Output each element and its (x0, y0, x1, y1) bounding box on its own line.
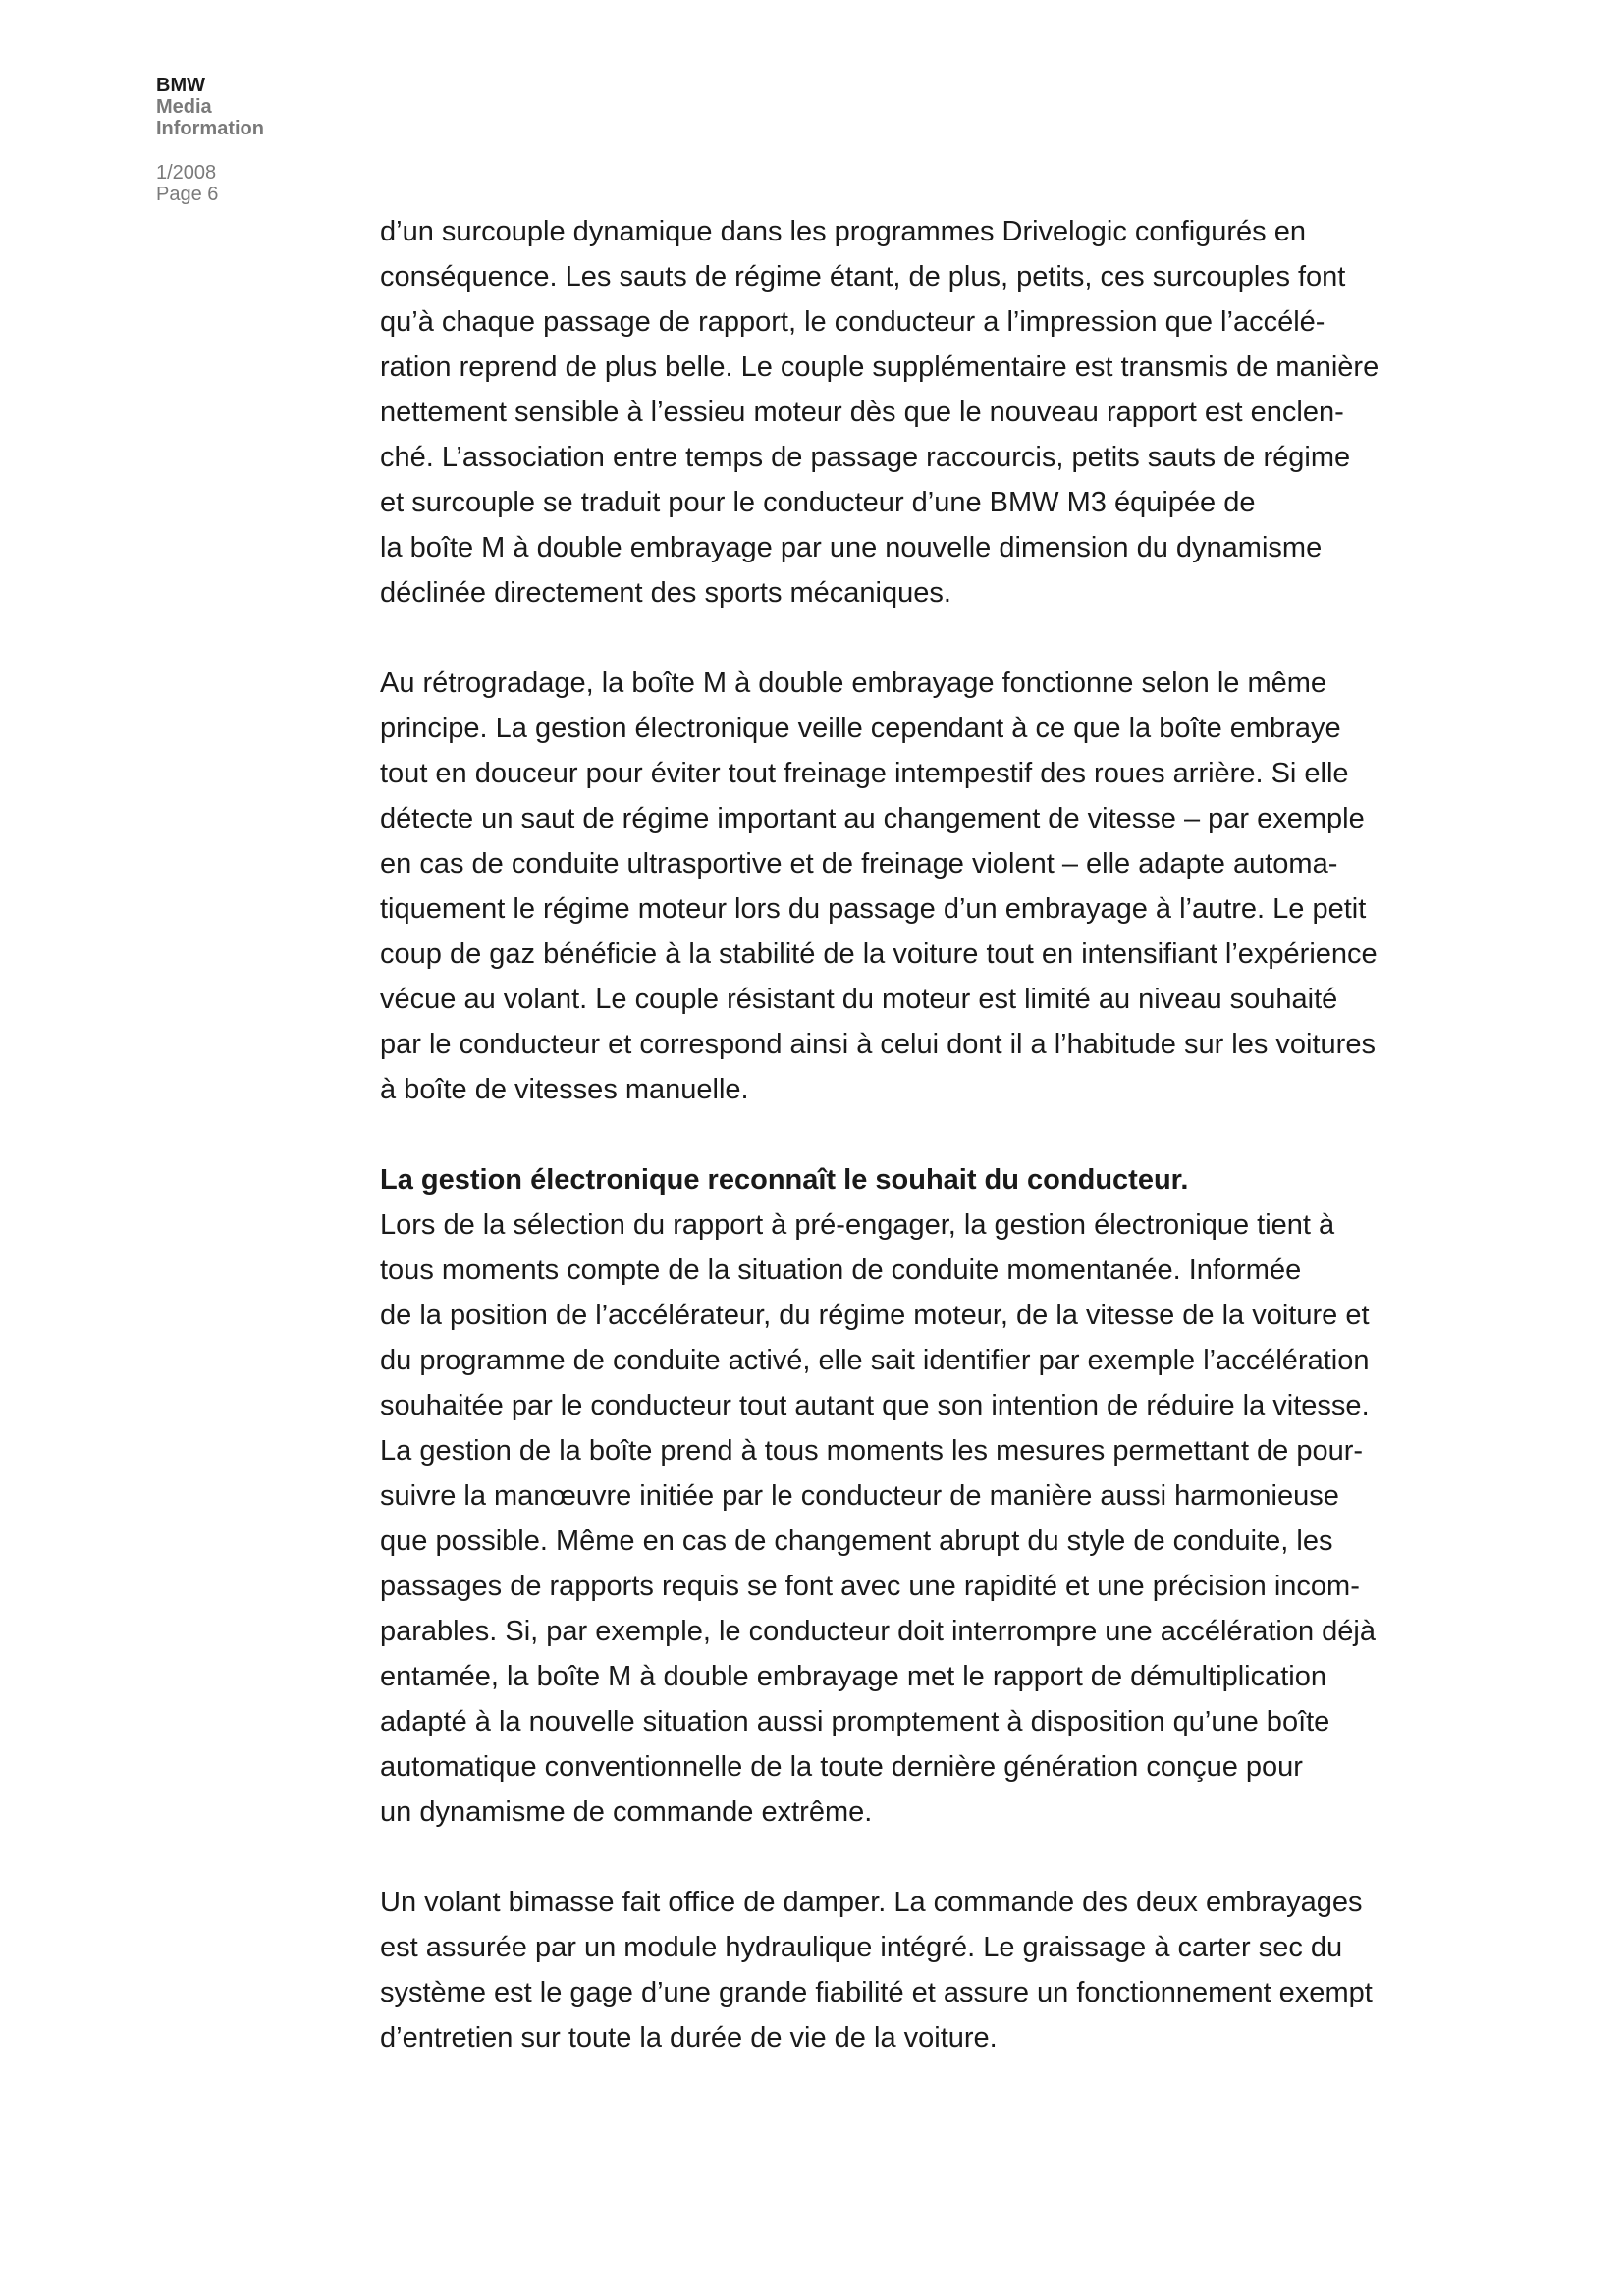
text-line: système est le gage d’une grande fiabilité et assure un fonctionnement exempt (380, 1977, 1373, 2008)
document-meta (156, 162, 352, 205)
text-line: à boîte de vitesses manuelle. (380, 1074, 749, 1105)
text-line: automatique conventionnelle de la toute dernière génération conçue pour (380, 1751, 1303, 1783)
text-line: un dynamisme de commande extrême. (380, 1796, 873, 1828)
paragraph-2 (380, 661, 1421, 1112)
text-line: entamée, la boîte M à double embrayage met le rapport de démultiplication (380, 1661, 1327, 1692)
body-text (380, 209, 1421, 2106)
text-line: parables. Si, par exemple, le conducteur doit interrompre une accélération déjà (380, 1616, 1376, 1647)
text-line: la boîte M à double embrayage par une nouvelle dimension du dynamisme (380, 532, 1323, 563)
text-line: est assurée par un module hydraulique intégré. Le graissage à carter sec du (380, 1932, 1343, 1963)
text-line: qu’à chaque passage de rapport, le conducteur a l’impression que l’accélé- (380, 306, 1325, 338)
text-line: tout en douceur pour éviter tout freinage intempestif des roues arrière. Si elle (380, 758, 1349, 789)
text-line: La gestion de la boîte prend à tous moments les mesures permettant de pour- (380, 1435, 1364, 1467)
text-line: déclinée directement des sports mécaniques. (380, 577, 951, 609)
text-line: ché. L’association entre temps de passage raccourcis, petits sauts de régime (380, 442, 1351, 473)
text-line: Lors de la sélection du rapport à pré-engager, la gestion électronique tient à (380, 1209, 1335, 1241)
text-line: principe. La gestion électronique veille cependant à ce que la boîte embraye (380, 713, 1341, 744)
text-line: et surcouple se traduit pour le conducteur d’une BMW M3 équipée de (380, 487, 1256, 518)
paragraph-3 (380, 1157, 1421, 1835)
section-heading: La gestion électronique reconnaît le souhait du conducteur. (380, 1164, 1189, 1196)
text-line: d’un surcouple dynamique dans les programmes Drivelogic configurés en (380, 216, 1306, 247)
document-header (156, 75, 352, 205)
text-line: passages de rapports requis se font avec une rapidité et une précision incom- (380, 1571, 1360, 1602)
text-line: suivre la manœuvre initiée par le conducteur de manière aussi harmonieuse (380, 1480, 1339, 1512)
text-line: par le conducteur et correspond ainsi à celui dont il a l’habitude sur les voitures (380, 1029, 1376, 1060)
text-line: Un volant bimasse fait office de damper. La commande des deux embrayages (380, 1887, 1363, 1918)
text-line: nettement sensible à l’essieu moteur dès que le nouveau rapport est enclen- (380, 397, 1344, 428)
text-line: en cas de conduite ultrasportive et de freinage violent – elle adapte automa- (380, 848, 1338, 880)
text-line: adapté à la nouvelle situation aussi promptement à disposition qu’une boîte (380, 1706, 1330, 1737)
text-line: tiquement le régime moteur lors du passage d’un embrayage à l’autre. Le petit (380, 893, 1367, 925)
text-line: que possible. Même en cas de changement abrupt du style de conduite, les (380, 1525, 1333, 1557)
text-line: ration reprend de plus belle. Le couple supplémentaire est transmis de manière (380, 351, 1380, 383)
text-line: de la position de l’accélérateur, du régime moteur, de la vitesse de la voiture et (380, 1300, 1370, 1331)
brand-name: BMW (156, 75, 205, 96)
text-line: vécue au volant. Le couple résistant du moteur est limité au niveau souhaité (380, 984, 1338, 1015)
paragraph-1 (380, 209, 1421, 615)
text-line: conséquence. Les sauts de régime étant, de plus, petits, ces surcouples font (380, 261, 1346, 293)
paragraph-4 (380, 1880, 1421, 2060)
issue-date: 1/2008 (156, 162, 217, 184)
text-line: détecte un saut de régime important au changement de vitesse – par exemple (380, 803, 1365, 834)
text-line: souhaitée par le conducteur tout autant que son intention de réduire la vitesse. (380, 1390, 1370, 1421)
page-number: Page 6 (156, 184, 219, 205)
text-line: coup de gaz bénéficie à la stabilité de la voiture tout en intensifiant l’expérience (380, 938, 1378, 970)
brand-subtitle-media: Media (156, 96, 212, 118)
text-line: tous moments compte de la situation de conduite momentanée. Informée (380, 1255, 1302, 1286)
text-line: du programme de conduite activé, elle sait identifier par exemple l’accélération (380, 1345, 1370, 1376)
text-line: Au rétrogradage, la boîte M à double embrayage fonctionne selon le même (380, 667, 1327, 699)
text-line: d’entretien sur toute la durée de vie de la voiture. (380, 2022, 998, 2054)
brand-subtitle-information: Information (156, 118, 264, 139)
